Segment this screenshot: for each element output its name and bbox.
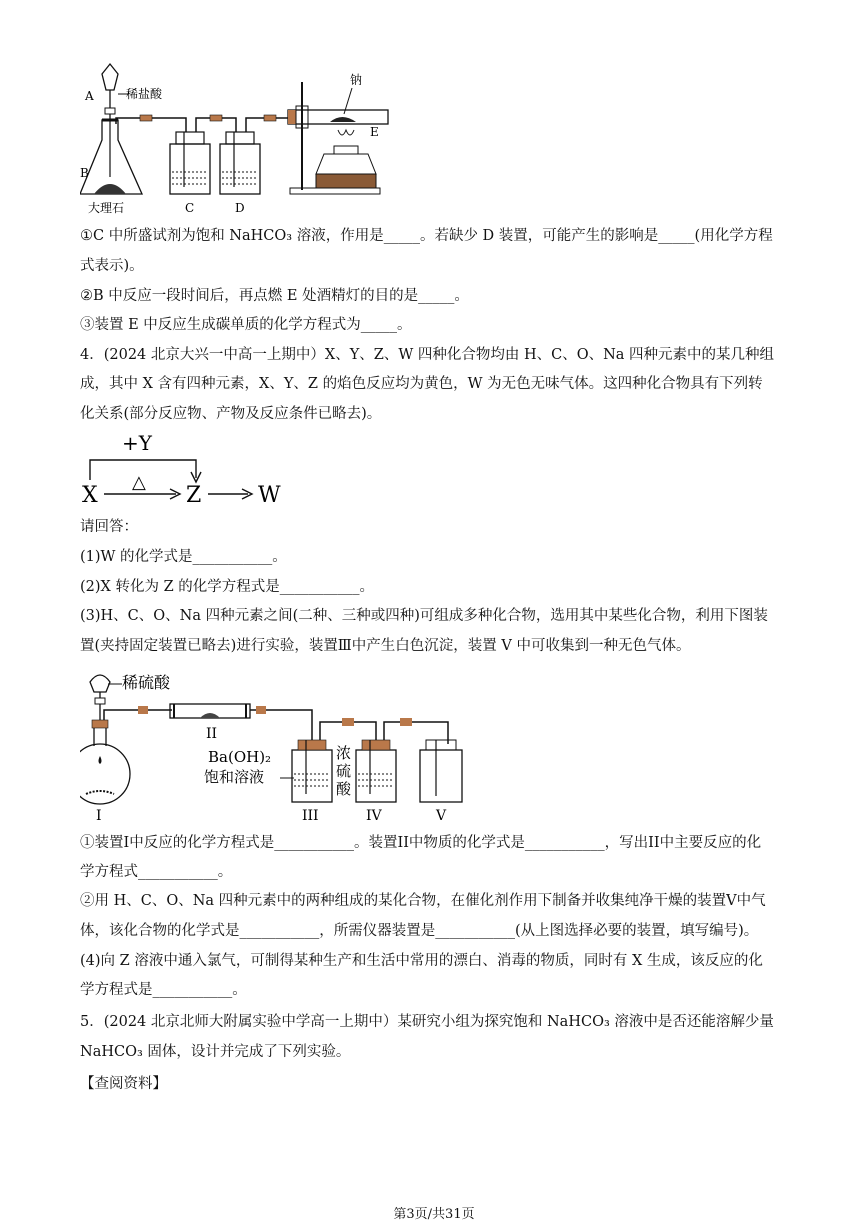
fig2-acid: 稀硫酸 (122, 673, 171, 692)
q4-after-1: ①装置I中反应的化学方程式是___________。装置II中物质的化学式是___________，写出II中主要反应的化 (80, 835, 762, 851)
q4-sub-1: (1)W 的化学式是___________。 (80, 549, 287, 565)
scheme-delta: △ (132, 472, 146, 493)
fig2-h2so4-2: 硫 (336, 762, 352, 780)
q4-after-3: ②用 H、C、O、Na 四种元素中的两种组成的某化合物，在催化剂作用下制备并收集纯净干燥的装置V中气 (80, 893, 766, 909)
label-D: D (235, 201, 245, 215)
fig2-II: II (206, 726, 218, 742)
q4-sub-4-line-2: 学方程式是___________。 (80, 982, 247, 998)
q5-heading: 【查阅资料】 (80, 1076, 167, 1092)
answer-intro: 请回答： (80, 519, 138, 535)
q4-sub-3-line-1: (3)H、C、O、Na 四种元素之间(二种、三种或四种)可组成多种化合物，选用其中某些化合物，利用下图装 (80, 608, 768, 624)
scheme-w: W (258, 483, 281, 508)
q4-stem-line-2: 成，其中 X 含有四种元素，X、Y、Z 的焰色反应均为黄色，W 为无色无味气体。这四种化合物具有下列转 (80, 376, 763, 392)
fig2-III: III (302, 808, 319, 824)
label-B: B (80, 166, 89, 180)
label-A: A (85, 89, 94, 103)
q3-item-3: ③装置 E 中反应生成碳单质的化学方程式为_____。 (80, 317, 412, 333)
reaction-scheme (80, 430, 300, 510)
q4-after-4: 体，该化合物的化学式是___________，所需仪器装置是___________(从上图选择必要的装置，填写编号)。 (80, 923, 759, 939)
page-footer: 第3页/共31页 (393, 1207, 475, 1222)
q5-line-1: 5．(2024 北京北师大附属实验中学高一上期中）某研究小组为探究饱和 NaHCO₃ 溶液中是否还能溶解少量 (80, 1014, 774, 1030)
q3-item-1: ①C 中所盛试剂为饱和 NaHCO₃ 溶液，作用是_____。若缺少 D 装置，可能产生的影响是_____(用化学方程 (80, 228, 773, 244)
scheme-x: X (82, 483, 98, 508)
q4-sub-3-line-2: 置(夹持固定装置已略去)进行实验，装置Ⅲ中产生白色沉淀，装置 V 中可收集到一种无色气体。 (80, 638, 691, 654)
fig2-baoh-2: 饱和溶液 (204, 768, 265, 786)
q4-sub-4-line-1: (4)向 Z 溶液中通入氯气，可制得某种生产和生活中常用的漂白、消毒的物质，同时有 X 生成，该反应的化 (80, 953, 763, 969)
fig2-h2so4-1: 浓 (336, 744, 352, 762)
q4-after-2: 学方程式___________。 (80, 864, 233, 880)
q3-item-2: ②B 中反应一段时间后，再点燃 E 处酒精灯的目的是_____。 (80, 288, 469, 304)
figure-2-apparatus (80, 664, 480, 824)
fig2-V: V (436, 808, 447, 824)
fig2-h2so4-3: 酸 (336, 780, 352, 798)
q3-item-1-cont: 式表示)。 (80, 258, 144, 274)
fig2-baoh-1: Ba(OH)₂ (208, 748, 272, 766)
q4-stem-line-3: 化关系(部分反应物、产物及反应条件已略去)。 (80, 406, 382, 422)
fig2-I: I (96, 808, 102, 824)
label-C: C (185, 201, 195, 215)
q4-sub-2: (2)X 转化为 Z 的化学方程式是___________。 (80, 579, 375, 595)
q5-line-2: NaHCO₃ 固体，设计并完成了下列实验。 (80, 1044, 351, 1060)
scheme-z: Z (186, 483, 202, 508)
label-acid: 稀盐酸 (126, 87, 163, 101)
label-E: E (370, 125, 379, 139)
label-marble: 大理石 (88, 201, 125, 215)
figure-1-apparatus (80, 62, 400, 217)
q4-stem-line-1: 4．(2024 北京大兴一中高一上期中）X、Y、Z、W 四种化合物均由 H、C、O、Na 四种元素中的某几种组 (80, 347, 775, 363)
scheme-plus-y: +Y (122, 431, 152, 455)
label-sodium: 钠 (350, 73, 363, 87)
fig2-IV: IV (366, 808, 382, 824)
